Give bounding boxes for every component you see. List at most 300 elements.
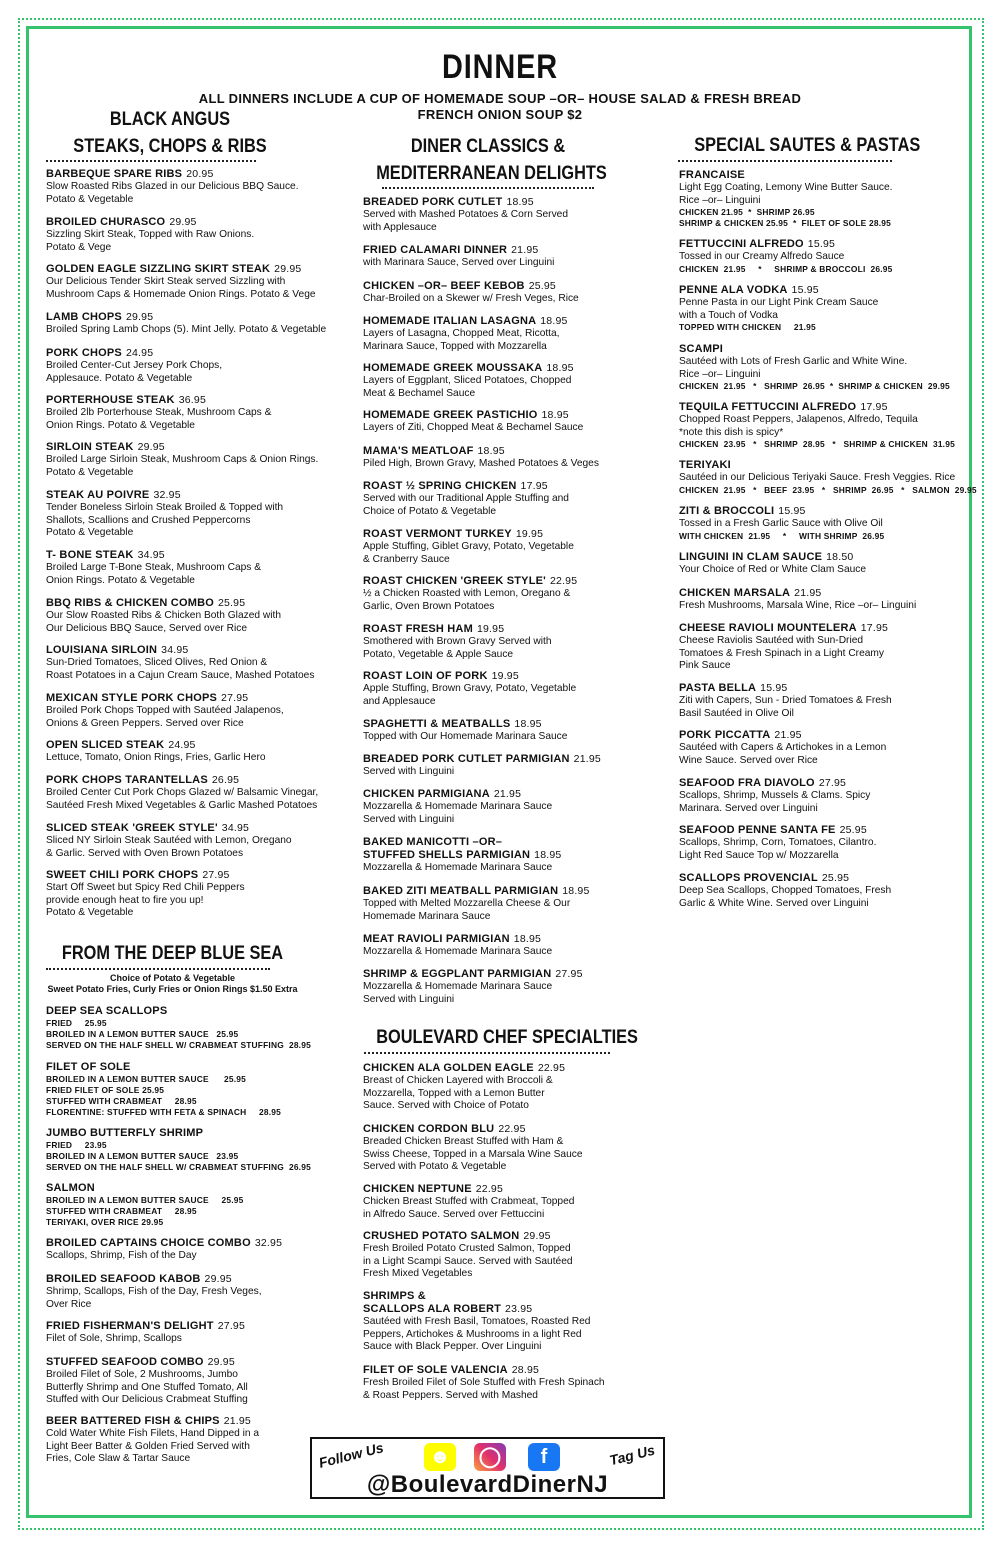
- menu-item-price: 18.95: [514, 718, 542, 730]
- menu-item-price: 21.95: [573, 753, 601, 765]
- menu-item-name: ROAST CHICKEN 'GREEK STYLE': [363, 575, 546, 587]
- menu-item-description: Layers of Lasagna, Chopped Meat, Ricotta,: [363, 328, 560, 339]
- menu-item-option: CHICKEN 21.95 * SHRIMP 26.95 * SHRIMP & CHICKEN 29.95: [679, 381, 950, 392]
- menu-item-description: Cold Water White Fish Filets, Hand Dipped in a: [46, 1428, 260, 1439]
- menu-item-price: 21.95: [223, 1415, 251, 1427]
- menu-item: [46, 489, 283, 540]
- sea-note-1: Choice of Potato & Vegetable: [109, 973, 236, 983]
- menu-item-price: 18.95: [540, 315, 568, 327]
- menu-item-description: Start Off Sweet but Spicy Red Chili Peppers: [46, 882, 245, 893]
- menu-item-description: Light Beer Batter & Golden Fried Served with: [46, 1440, 250, 1452]
- section-steaks-line1: BLACK ANGUS: [109, 109, 231, 130]
- menu-item-description: Sauce. Served with Choice of Potato: [363, 1100, 529, 1112]
- instagram-icon[interactable]: ◯: [474, 1443, 506, 1471]
- menu-item-description: Applesauce. Potato & Vegetable: [46, 372, 193, 384]
- menu-item: [679, 872, 891, 910]
- menu-item-name: CHEESE RAVIOLI MOUNTELERA: [679, 622, 857, 634]
- menu-item-header: [363, 670, 576, 683]
- menu-item-header: [363, 623, 552, 636]
- menu-item-option: TOPPED WITH CHICKEN 21.95: [679, 322, 816, 333]
- menu-item-option: CHICKEN 21.95 * SHRIMP & BROCCOLI 26.95: [679, 263, 893, 274]
- menu-item: [679, 682, 892, 720]
- menu-item-description: Broiled Large T-Bone Steak, Mushroom Caps &: [46, 562, 261, 573]
- menu-item: [46, 644, 314, 682]
- menu-item-description: Sautéed in our Delicious Teriyaki Sauce. Fresh Veggies. Rice: [679, 472, 956, 483]
- menu-item-name-2: STUFFED SHELLS PARMIGIAN: [363, 849, 531, 861]
- menu-item-header: [46, 1273, 262, 1286]
- section-steaks-line2: STEAKS, CHOPS & RIBS: [73, 136, 267, 157]
- menu-item-description: Layers of Ziti, Chopped Meat & Bechamel Sauce: [363, 422, 584, 433]
- menu-item-name: BEER BATTERED FISH & CHIPS: [46, 1415, 220, 1427]
- menu-item: [679, 777, 870, 815]
- menu-item: [363, 528, 574, 566]
- menu-item-price: 18.95: [506, 196, 534, 208]
- menu-item-price: 27.95: [555, 968, 583, 980]
- menu-item: [46, 1182, 243, 1228]
- snapchat-icon[interactable]: ☻: [424, 1443, 456, 1471]
- menu-item-price: 27.95: [221, 692, 249, 704]
- menu-item-description: Sautéed with Lots of Fresh Garlic and White Wine.: [679, 356, 908, 367]
- menu-item: [46, 216, 254, 254]
- menu-item-price: 17.95: [860, 401, 888, 413]
- menu-item-header: [46, 597, 281, 610]
- menu-item-description: Sizzling Skirt Steak, Topped with Raw Onions.: [46, 229, 255, 240]
- menu-item-price: 29.95: [137, 441, 165, 453]
- divider-sautes: [678, 160, 892, 162]
- menu-item-name: SEAFOOD FRA DIAVOLO: [679, 777, 815, 789]
- menu-item-name: CHICKEN CORDON BLU: [363, 1123, 495, 1135]
- menu-item: [46, 263, 316, 301]
- menu-item-price: 27.95: [818, 777, 847, 789]
- menu-item-name: ZITI & BROCCOLI: [679, 505, 775, 517]
- menu-item-name: PASTA BELLA: [679, 682, 757, 694]
- menu-item-price: 29.95: [274, 263, 302, 275]
- menu-item: [363, 1123, 583, 1174]
- menu-item: [363, 244, 554, 270]
- menu-item-header: [46, 1237, 282, 1250]
- menu-item-price: 20.95: [186, 168, 214, 180]
- menu-item-name: DEEP SEA SCALLOPS: [46, 1005, 168, 1017]
- menu-item: [46, 774, 318, 812]
- menu-item-header-2: [363, 849, 561, 862]
- menu-item-name: CHICKEN NEPTUNE: [363, 1183, 472, 1195]
- menu-item: [679, 587, 916, 613]
- menu-item-description: Over Rice: [46, 1298, 92, 1310]
- menu-item-header: [363, 409, 583, 422]
- menu-item-description: Served with Linguini: [363, 766, 455, 777]
- menu-item-description: *note this dish is spicy*: [679, 426, 784, 438]
- menu-item-name: MEAT RAVIOLI PARMIGIAN: [363, 933, 510, 945]
- menu-item-option: FRIED FILET OF SOLE 25.95: [46, 1085, 165, 1095]
- menu-item-description: Ziti with Capers, Sun - Dried Tomatoes & Fresh: [679, 695, 892, 706]
- menu-item-name: SIRLOIN STEAK: [46, 441, 134, 453]
- menu-item: [46, 1356, 248, 1407]
- menu-item-header: [46, 822, 292, 835]
- menu-item-header: [679, 551, 866, 564]
- menu-item-description: Tender Boneless Sirloin Steak Broiled & Topped with: [46, 502, 284, 513]
- menu-item-price: 19.95: [491, 670, 519, 682]
- menu-item-price: 21.95: [794, 587, 822, 599]
- menu-item: [363, 1062, 565, 1113]
- menu-item-name: ROAST LOIN OF PORK: [363, 670, 488, 682]
- menu-item-price: 29.95: [207, 1356, 235, 1368]
- menu-item-description: Chopped Roast Peppers, Jalapenos, Alfredo, Tequila: [679, 414, 918, 425]
- menu-item-header: [679, 777, 870, 790]
- menu-item-header: [679, 729, 886, 742]
- divider-diner: [382, 187, 594, 189]
- menu-item-name: HOMEMADE GREEK PASTICHIO: [363, 409, 538, 421]
- menu-item-description: Served with Linguini: [363, 993, 455, 1005]
- menu-item-name: SPAGHETTI & MEATBALLS: [363, 718, 511, 730]
- menu-item-name: SLICED STEAK 'GREEK STYLE': [46, 822, 218, 834]
- menu-item-description: Rice –or– Linguini: [679, 368, 761, 380]
- menu-item-description: Onion Rings. Potato & Vegetable: [46, 419, 195, 431]
- menu-item-description: Garlic & White Wine. Served over Linguini: [679, 897, 869, 909]
- menu-item-description: Your Choice of Red or White Clam Sauce: [679, 564, 867, 575]
- menu-item-header: [679, 169, 893, 182]
- menu-item: [363, 280, 579, 306]
- menu-item-header: [46, 1182, 243, 1195]
- menu-item-description: Served with Linguini: [363, 813, 455, 825]
- menu-item-header: [679, 238, 893, 251]
- menu-item: [46, 549, 261, 587]
- menu-item-description: Marinara. Served over Linguini: [679, 802, 818, 814]
- menu-item-description: Sautéed Fresh Mixed Vegetables & Garlic Mashed Potatoes: [46, 799, 318, 811]
- menu-item-option: CHICKEN 23.95 * SHRIMP 28.95 * SHRIMP & CHICKEN 31.95: [679, 439, 955, 450]
- section-diner-line2: MEDITERRANEAN DELIGHTS: [376, 163, 607, 184]
- menu-item: [46, 1237, 282, 1263]
- menu-item-name: BROILED CAPTAINS CHOICE COMBO: [46, 1237, 251, 1249]
- menu-item-description: Smothered with Brown Gravy Served with: [363, 636, 552, 647]
- menu-item-description: and Applesauce: [363, 695, 436, 707]
- section-sautes-heading: SPECIAL SAUTES & PASTAS: [694, 135, 921, 156]
- menu-item: [679, 551, 866, 577]
- section-sea-heading: FROM THE DEEP BLUE SEA: [61, 943, 284, 964]
- menu-item-header: [363, 280, 579, 293]
- menu-item-description: Meat & Bechamel Sauce: [363, 387, 476, 399]
- menu-item-description: Tossed in a Fresh Garlic Sauce with Olive Oil: [679, 518, 883, 529]
- menu-item-header: [363, 362, 574, 375]
- menu-item-price: 27.95: [217, 1320, 246, 1332]
- menu-item-description: Sun-Dried Tomatoes, Sliced Olives, Red Onion &: [46, 657, 268, 668]
- menu-item-header: [363, 480, 569, 493]
- menu-item: [46, 739, 266, 765]
- menu-item-price: 18.50: [826, 551, 854, 563]
- menu-item-option: STUFFED WITH CRABMEAT 28.95: [46, 1096, 197, 1106]
- menu-item-name: PORTERHOUSE STEAK: [46, 394, 175, 406]
- menu-item-header: [363, 445, 599, 458]
- menu-item-description: Choice of Potato & Vegetable: [363, 505, 497, 517]
- menu-item-description: Wine Sauce. Served over Rice: [679, 754, 818, 766]
- menu-item: [679, 401, 955, 450]
- menu-item-header: [46, 311, 326, 324]
- menu-item-description: Light Red Sauce Top w/ Mozzarella: [679, 849, 839, 861]
- menu-item-price: 18.95: [546, 362, 574, 374]
- menu-item-description: Homemade Marinara Sauce: [363, 910, 491, 922]
- menu-item-header: [679, 459, 977, 472]
- menu-item-name: HOMEMADE ITALIAN LASAGNA: [363, 315, 537, 327]
- menu-item-description: Broiled Spring Lamb Chops (5). Mint Jelly. Potato & Vegetable: [46, 324, 327, 335]
- menu-item-name: BREADED PORK CUTLET: [363, 196, 503, 208]
- menu-item-price: 18.95: [477, 445, 505, 457]
- menu-item-name: SWEET CHILI PORK CHOPS: [46, 869, 199, 881]
- menu-item-description: Broiled Center Cut Pork Chops Glazed w/ Balsamic Vinegar,: [46, 787, 319, 798]
- menu-item-option: BROILED IN A LEMON BUTTER SAUCE 25.95: [46, 1074, 246, 1084]
- menu-item: [363, 480, 569, 518]
- menu-item-price: 25.95: [821, 872, 850, 884]
- menu-item-name: SCAMPI: [679, 343, 723, 355]
- menu-item-header: [46, 441, 318, 454]
- menu-item-header: [46, 692, 284, 705]
- menu-item-header: [363, 315, 568, 328]
- menu-item-description: Topped with Our Homemade Marinara Sauce: [363, 731, 568, 742]
- menu-item-option: SERVED ON THE HALF SHELL W/ CRABMEAT STUFFING 28.95: [46, 1040, 311, 1050]
- menu-item-option: FRIED 23.95: [46, 1140, 107, 1150]
- menu-item-header: [46, 644, 314, 657]
- menu-item: [46, 1273, 262, 1311]
- menu-item-description: Filet of Sole, Shrimp, Scallops: [46, 1333, 182, 1344]
- menu-item-description: Potato & Vegetable: [46, 527, 134, 539]
- menu-item-header: [46, 774, 318, 787]
- menu-item: [46, 1320, 245, 1346]
- menu-item-description: in a Light Scampi Sauce. Served with Sautéed: [363, 1255, 573, 1267]
- menu-item: [46, 394, 271, 432]
- tag-us-label: Tag Us: [607, 1441, 657, 1469]
- menu-item-description: Breast of Chicken Layered with Broccoli &: [363, 1075, 553, 1086]
- menu-item: [363, 196, 568, 234]
- subtitle-includes: ALL DINNERS INCLUDE A CUP OF HOMEMADE SOUP –OR– HOUSE SALAD & FRESH BREAD: [198, 91, 802, 106]
- menu-item: [363, 753, 601, 779]
- menu-item-description: Rice –or– Linguini: [679, 194, 761, 206]
- menu-item-name: PORK CHOPS TARANTELLAS: [46, 774, 208, 786]
- menu-item-description: & Cranberry Sauce: [363, 553, 450, 565]
- menu-item: [363, 1230, 573, 1281]
- section-steaks-heading: [58, 106, 282, 160]
- menu-item-header: [46, 347, 222, 360]
- menu-item-option: FRIED 25.95: [46, 1018, 107, 1028]
- menu-item-price: 15.95: [778, 505, 806, 517]
- menu-item: [679, 343, 950, 392]
- menu-item-option: WITH CHICKEN 21.95 * WITH SHRIMP 26.95: [679, 530, 885, 541]
- section-diner-line1: DINER CLASSICS &: [410, 136, 566, 157]
- menu-item-price: 29.95: [169, 216, 197, 228]
- menu-item-header: [46, 1320, 245, 1333]
- menu-item-name: STEAK AU POIVRE: [46, 489, 150, 501]
- menu-item: [679, 729, 886, 767]
- menu-item-description: Swiss Cheese, Topped in a Marsala Wine Sauce: [363, 1148, 583, 1160]
- facebook-icon[interactable]: f: [528, 1443, 560, 1471]
- menu-item-description: with Marinara Sauce, Served over Linguini: [363, 257, 555, 268]
- menu-item-price: 15.95: [791, 284, 819, 296]
- social-handle[interactable]: @BoulevardDinerNJ: [366, 1471, 609, 1498]
- menu-item-price: 28.95: [511, 1364, 540, 1376]
- follow-us-label: Follow Us: [317, 1439, 386, 1471]
- menu-item: [46, 1005, 311, 1051]
- menu-item-description: Potato & Vegetable: [46, 907, 134, 919]
- menu-item-name: CHICKEN ALA GOLDEN EAGLE: [363, 1062, 534, 1074]
- menu-item-header: [363, 836, 561, 849]
- menu-item-description: Our Delicious Tender Skirt Steak served Sizzling with: [46, 276, 286, 287]
- menu-item-price: 21.95: [511, 244, 539, 256]
- menu-item-description: Scallops, Shrimp, Mussels & Clams. Spicy: [679, 790, 871, 801]
- menu-item-price: 24.95: [168, 739, 196, 751]
- menu-item-price: 18.95: [562, 885, 590, 897]
- menu-item-price: 26.95: [211, 774, 240, 786]
- menu-item-name: MEXICAN STYLE PORK CHOPS: [46, 692, 218, 704]
- menu-item-header: [363, 933, 552, 946]
- menu-item: [46, 822, 292, 860]
- menu-item-price: 22.95: [537, 1062, 566, 1074]
- menu-item-header: [363, 885, 590, 898]
- menu-item: [363, 445, 599, 471]
- menu-item-price: 24.95: [125, 347, 154, 359]
- menu-item-header: [679, 682, 892, 695]
- menu-item-name: MAMA'S MEATLOAF: [363, 445, 474, 457]
- menu-item-header: [363, 1123, 583, 1136]
- menu-item-description: Potato & Vegetable: [46, 466, 134, 478]
- menu-item-description: Potato & Vege: [46, 241, 112, 253]
- menu-item-header: [363, 528, 574, 541]
- menu-item-name: FRANCAISE: [679, 169, 745, 181]
- menu-item-price: 36.95: [178, 394, 206, 406]
- menu-item-description: Served with our Traditional Apple Stuffing and: [363, 493, 569, 504]
- menu-item-header: [679, 401, 955, 414]
- menu-item-description: Stuffed with Our Delicious Crabmeat Stuffing: [46, 1394, 248, 1406]
- menu-item: [679, 824, 876, 862]
- section-diner-heading: [376, 133, 607, 187]
- menu-item-price: 17.95: [520, 480, 548, 492]
- menu-item-header: [46, 1005, 311, 1018]
- menu-item-description: Shallots, Scallions and Crushed Peppercorns: [46, 514, 251, 526]
- menu-item-description: Our Delicious BBQ Sauce, Served over Rice: [46, 622, 248, 634]
- menu-item-description: Fresh Broiled Filet of Sole Stuffed with Fresh Spinach: [363, 1377, 605, 1388]
- menu-item-price: 25.95: [839, 824, 867, 836]
- menu-item-description: Sautéed with Fresh Basil, Tomatoes, Roasted Red: [363, 1316, 591, 1327]
- menu-item-description: Broiled Center-Cut Jersey Pork Chops,: [46, 360, 223, 371]
- menu-item-name: ROAST ½ SPRING CHICKEN: [363, 480, 517, 492]
- menu-item-option: FLORENTINE: STUFFED WITH FETA & SPINACH 28.95: [46, 1107, 282, 1117]
- menu-item-description: Layers of Eggplant, Sliced Potatoes, Chopped: [363, 375, 572, 386]
- menu-item-description: Mozzarella & Homemade Marinara Sauce: [363, 981, 553, 992]
- menu-item-description: Mushroom Caps & Homemade Onion Rings. Potato & Vege: [46, 288, 316, 300]
- menu-item-header: [46, 1356, 248, 1369]
- menu-item: [363, 718, 567, 744]
- menu-item-description: Garlic, Oven Brown Potatoes: [363, 600, 495, 612]
- menu-item-price: 17.95: [860, 622, 889, 634]
- menu-item-price: 29.95: [125, 311, 154, 323]
- menu-item-description: Mozzarella & Homemade Marinara Sauce: [363, 862, 553, 873]
- menu-item-description: Chicken Breast Stuffed with Crabmeat, Topped: [363, 1196, 575, 1207]
- menu-item-header: [679, 505, 884, 518]
- menu-item: [363, 315, 568, 353]
- menu-item-header: [46, 394, 271, 407]
- menu-item: [363, 409, 583, 435]
- menu-item-price: 34.95: [161, 644, 189, 656]
- menu-item-name: T- BONE STEAK: [46, 549, 134, 561]
- menu-item-header: [679, 284, 878, 297]
- menu-item-price: 29.95: [523, 1230, 551, 1242]
- menu-item-name: LINGUINI IN CLAM SAUCE: [679, 551, 823, 563]
- menu-item-option: SHRIMP & CHICKEN 25.95 * FILET OF SOLE 28.95: [679, 218, 891, 229]
- menu-item-description: Basil Sautéed in Olive Oil: [679, 707, 794, 719]
- menu-item-header: [679, 343, 950, 356]
- menu-item-header: [679, 587, 916, 600]
- menu-item-description: Broiled Filet of Sole, 2 Mushrooms, Jumbo: [46, 1369, 238, 1380]
- menu-item-description: in Alfredo Sauce. Served over Fettuccini: [363, 1208, 545, 1220]
- menu-item-option: SERVED ON THE HALF SHELL W/ CRABMEAT STUFFING 26.95: [46, 1162, 311, 1172]
- menu-item-price: 29.95: [204, 1273, 232, 1285]
- menu-item: [363, 836, 561, 875]
- menu-item-header: [363, 968, 583, 981]
- menu-item-header: [46, 869, 245, 882]
- menu-item-description: Broiled Large Sirloin Steak, Mushroom Caps & Onion Rings.: [46, 454, 319, 465]
- divider-chef: [364, 1052, 610, 1054]
- menu-item-option: CHICKEN 21.95 * SHRIMP 26.95: [679, 207, 815, 218]
- menu-item: [679, 622, 888, 673]
- menu-item-header: [46, 1415, 259, 1428]
- menu-item-price: 21.95: [774, 729, 802, 741]
- menu-item: [363, 933, 552, 959]
- divider-steaks: [46, 160, 256, 162]
- menu-item-description: Lettuce, Tomato, Onion Rings, Fries, Garlic Hero: [46, 752, 266, 763]
- menu-item-name: BARBEQUE SPARE RIBS: [46, 168, 183, 180]
- menu-item-header: [46, 489, 283, 502]
- menu-item-name: BAKED ZITI MEATBALL PARMIGIAN: [363, 885, 559, 897]
- menu-item-price: 18.95: [541, 409, 569, 421]
- menu-item: [679, 459, 977, 496]
- menu-item-price: 27.95: [202, 869, 230, 881]
- menu-item-name: CHICKEN PARMIGIANA: [363, 788, 490, 800]
- menu-item-name: BROILED CHURASCO: [46, 216, 166, 228]
- menu-item: [363, 788, 552, 826]
- menu-item-description: Mozzarella & Homemade Marinara Sauce: [363, 946, 553, 957]
- menu-item-price: 15.95: [807, 238, 836, 250]
- menu-item: [363, 575, 577, 613]
- menu-item-description: Roast Potatoes in a Cajun Cream Sauce, Mashed Potatoes: [46, 669, 315, 681]
- menu-item-name: JUMBO BUTTERFLY SHRIMP: [46, 1127, 204, 1139]
- menu-item-description: Served with Mashed Potatoes & Corn Served: [363, 209, 568, 220]
- menu-item-description: Breaded Chicken Breast Stuffed with Ham &: [363, 1136, 564, 1147]
- menu-item: [46, 311, 326, 337]
- menu-item-description: Broiled Pork Chops Topped with Sautéed Jalapenos,: [46, 705, 284, 716]
- menu-item-price: 25.95: [217, 597, 246, 609]
- menu-item-name: LOUISIANA SIRLOIN: [46, 644, 158, 656]
- menu-title: DINNER: [442, 48, 558, 86]
- menu-item-option: TERIYAKI, OVER RICE 29.95: [46, 1217, 164, 1227]
- menu-item-price: 21.95: [493, 788, 522, 800]
- menu-item: [46, 597, 281, 635]
- menu-item-name: OPEN SLICED STEAK: [46, 739, 165, 751]
- menu-item: [679, 284, 878, 333]
- menu-item-price: 22.95: [475, 1183, 504, 1195]
- menu-item: [363, 1290, 590, 1354]
- section-chef-heading: BOULEVARD CHEF SPECIALTIES: [376, 1027, 638, 1048]
- menu-item-name: TEQUILA FETTUCCINI ALFREDO: [679, 401, 857, 413]
- menu-item-description: provide enough heat to fire you up!: [46, 894, 204, 906]
- social-box: [310, 1437, 665, 1499]
- menu-item-description: & Garlic. Served with Oven Brown Potatoes: [46, 847, 244, 859]
- menu-item: [46, 1061, 281, 1118]
- menu-item-description: Scallops, Shrimp, Fish of the Day: [46, 1250, 197, 1261]
- menu-item: [363, 968, 583, 1006]
- menu-item-description: Marinara Sauce, Topped with Mozzarella: [363, 340, 547, 352]
- menu-item-name: SHRIMP & EGGPLANT PARMIGIAN: [363, 968, 552, 980]
- menu-item: [679, 169, 893, 229]
- menu-item: [679, 238, 893, 275]
- menu-item-name: CHICKEN –OR– BEEF KEBOB: [363, 280, 525, 292]
- menu-item-name: GOLDEN EAGLE SIZZLING SKIRT STEAK: [46, 263, 271, 275]
- menu-item: [363, 1183, 574, 1221]
